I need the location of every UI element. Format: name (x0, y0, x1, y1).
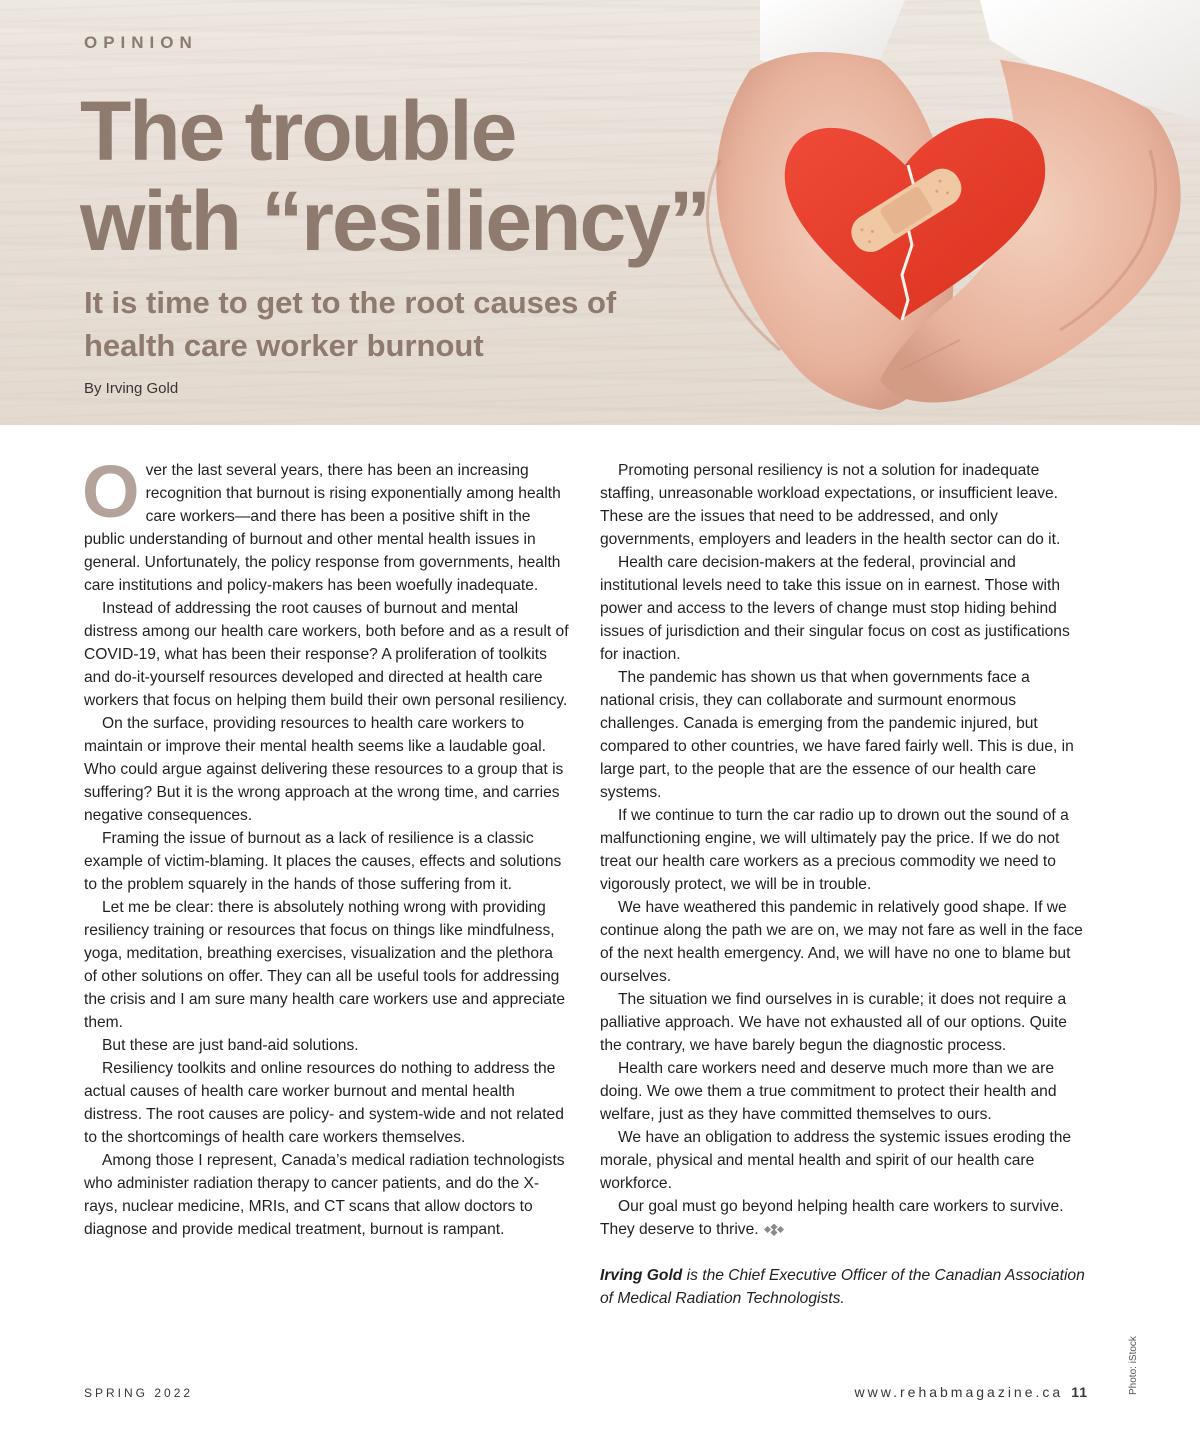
paragraph-text: ver the last several years, there has been an increasing recognition that burnout is rising exponentially among health care workers—and there has been a positive shift in the public understanding of burnout and other mental health issues in general. Unfortunately, the policy response from governments, health care institutions and policy-makers has been woefully inadequate. (84, 462, 561, 594)
paragraph (600, 1195, 1086, 1241)
article-title (80, 86, 780, 266)
paragraph: Promoting personal resiliency is not a solution for inadequate staffing, unreasonable workload expectations, or insufficient leave. These are the issues that need to be addressed, and only governments, employers and leaders in the health sector can do it. (600, 462, 1061, 548)
paragraph: Health care workers need and deserve much more than we are doing. We owe them a true commitment to protect their health and welfare, just as they have committed themselves to ours. (600, 1060, 1057, 1123)
paragraph: But these are just band-aid solutions. (102, 1037, 359, 1054)
footer-right (855, 1384, 1088, 1400)
paragraph: If we continue to turn the car radio up to drown out the sound of a malfunctioning engine, we will ultimately pay the price. If we do not treat our health care workers as a precious commodity we need to vigorously protect, we will be in trouble. (600, 807, 1069, 893)
paragraph: Instead of addressing the root causes of burnout and mental distress among our health care workers, both before and as a result of COVID-19, what has been their response? A proliferation of toolkits and do-it-yourself resources developed and directed at health care workers that focus on helping them build their own personal resiliency. (84, 600, 569, 709)
paragraph: Framing the issue of burnout as a lack of resilience is a classic example of victim-blaming. It places the causes, effects and solutions to the problem squarely in the hands of those suffering from it. (84, 830, 562, 893)
paragraph: Let me be clear: there is absolutely nothing wrong with providing resiliency training or resources that focus on things like mindfulness, yoga, meditation, breathing exercises, visualization and the plethora of other solutions on offer. They can all be useful tools for addressing the crisis and I am sure many health care workers use and appreciate them. (84, 899, 566, 1031)
paragraph (82, 450, 570, 597)
paragraph: Resiliency toolkits and online resources do nothing to address the actual causes of health care worker burnout and mental health distress. The root causes are policy- and system-wide and not related to the shortcomings of health care workers themselves. (84, 1060, 564, 1146)
author-name: Irving Gold (600, 1267, 683, 1284)
drop-cap: O (82, 450, 140, 533)
author-bio-text: is the Chief Executive Officer of the Canadian Association of Medical Radiation Technologists. (600, 1267, 1085, 1307)
paragraph: Health care decision-makers at the federal, provincial and institutional levels need to take this issue on in earnest. Those with power and access to the levers of change must stop hiding behind issues of jurisdiction and their singular focus on cost as justifications for inaction. (600, 554, 1070, 663)
issue-label: SPRING 2022 (84, 1386, 194, 1400)
title-line-1: The trouble (80, 84, 516, 178)
section-label: OPINION (84, 33, 198, 52)
article-subtitle (84, 281, 764, 367)
byline: By Irving Gold (84, 380, 179, 397)
subtitle-line-1: It is time to get to the root causes of (84, 285, 617, 320)
paragraph: The situation we find ourselves in is curable; it does not require a palliative approach. We have not exhausted all of our options. Quite the contrary, we have barely begun the diagnostic process. (600, 991, 1067, 1054)
end-of-article-icon (763, 1224, 785, 1236)
title-line-2: with “resiliency” (80, 174, 709, 268)
website-link[interactable]: www.rehabmagazine.ca (854, 1384, 1064, 1400)
paragraph-text: Our goal must go beyond helping health care workers to survive. They deserve to thrive. (600, 1198, 1064, 1238)
author-bio (600, 1264, 1086, 1310)
hero-banner (0, 0, 1200, 425)
paragraph: Among those I represent, Canada’s medical radiation technologists who administer radiation therapy to cancer patients, and do the X-rays, nuclear medicine, MRIs, and CT scans that allow doctors to diagnose and provide medical treatment, burnout is rampant. (84, 1152, 565, 1238)
paragraph: The pandemic has shown us that when governments face a national crisis, they can collaborate and surmount enormous challenges. Canada is emerging from the pandemic injured, but compared to other countries, we have fared fairly well. This is due, in large part, to the people that are the essence of our health care systems. (600, 669, 1074, 801)
paragraph: We have an obligation to address the systemic issues eroding the morale, physical and mental health and spirit of our health care workforce. (600, 1129, 1072, 1192)
subtitle-line-2: health care worker burnout (84, 328, 484, 363)
photo-credit: Photo: iStock (1128, 1336, 1139, 1395)
page-number: 11 (1071, 1384, 1088, 1400)
article-column-right (600, 459, 1086, 1310)
paragraph: We have weathered this pandemic in relatively good shape. If we continue along the path we are on, we may not fare as well in the face of the next health emergency. And, we will have no one to blame but ourselves. (600, 899, 1083, 985)
article-column-left (82, 450, 570, 1241)
paragraph: On the surface, providing resources to health care workers to maintain or improve their mental health seems like a laudable goal. Who could argue against delivering these resources to a group that is suffering? But it is the wrong approach at the wrong time, and carries negative consequences. (84, 715, 564, 824)
